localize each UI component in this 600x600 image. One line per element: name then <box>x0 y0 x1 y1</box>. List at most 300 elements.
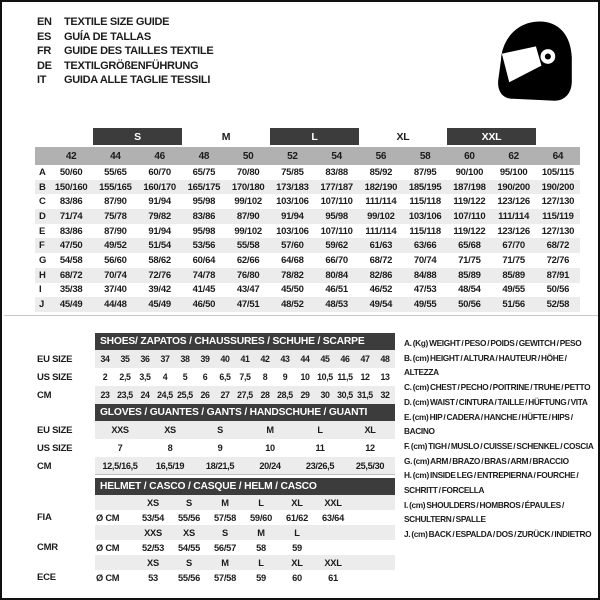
row-label: US SIZE <box>37 442 73 454</box>
size-value: 42 <box>260 354 270 364</box>
measurement-value: 51/56 <box>502 299 525 311</box>
measurement-value: 71/75 <box>458 254 481 266</box>
legend-item: F. (cm) TIGH / MUSLO / CUISSE / SCHENKEL / COSCIA <box>404 440 594 451</box>
helmet-size-value: 61 <box>328 572 338 583</box>
size-value: XXS <box>111 425 129 435</box>
language-code: EN <box>37 16 52 28</box>
size-number: 48 <box>198 150 210 162</box>
measurement-value: 50/60 <box>59 166 83 178</box>
size-number: 58 <box>419 150 431 162</box>
language-title: GUÍA DE TALLAS <box>64 30 151 43</box>
size-value: 4 <box>162 372 168 382</box>
language-title: GUIDE DES TAILLES TEXTILE <box>64 45 214 58</box>
measurement-value: 68/72 <box>369 254 393 266</box>
measurement-value: 62/66 <box>236 254 260 266</box>
helmet-value-row-fia <box>35 510 395 525</box>
measurement-value: 95/98 <box>192 225 216 237</box>
size-group-label: XL <box>396 130 410 143</box>
size-row <box>35 457 395 475</box>
size-value: 10,5 <box>317 372 333 382</box>
measurement-value: 103/106 <box>276 196 309 208</box>
helmet-value-row-ece <box>35 570 395 585</box>
measurement-value: 39/42 <box>148 284 171 296</box>
measurement-value: 107/110 <box>320 196 353 208</box>
measurement-value: 68/72 <box>59 269 83 281</box>
language-title: TEXTILE SIZE GUIDE <box>64 16 170 28</box>
size-value: 18/21,5 <box>205 461 235 471</box>
measurement-value: 48/53 <box>325 299 348 311</box>
value-band <box>95 540 395 555</box>
language-code: ES <box>37 30 52 43</box>
measurement-value: 70/74 <box>413 254 437 266</box>
legend-item: E. (cm) HIP / CADERA / HANCHE / HÜFTE / HIPS / BACINO <box>404 411 573 437</box>
measurement-value: 72/76 <box>546 254 570 266</box>
legend-item: A. (Kg) WEIGHT / PESO / POIDS / GEWITCH / PESO <box>404 338 582 348</box>
size-value: 30,5 <box>337 390 353 400</box>
language-code: DE <box>37 59 52 72</box>
measurement-value: 95/98 <box>325 210 348 222</box>
measurement-value: 55/58 <box>236 240 260 252</box>
helmet-size-label: L <box>294 527 300 538</box>
measurement-value: 103/106 <box>408 210 442 222</box>
row-letter: I <box>39 284 42 296</box>
size-value: 25,5 <box>177 390 193 400</box>
value-band <box>95 386 395 404</box>
measurement-value: 41/45 <box>192 284 216 296</box>
measurement-value: 68/72 <box>546 240 570 252</box>
measurement-value: 99/102 <box>234 225 262 237</box>
measurement-value: 70/74 <box>104 269 127 281</box>
measurement-value: 119/122 <box>453 196 486 208</box>
value-band <box>95 439 395 457</box>
helmet-size-label: M <box>221 497 229 508</box>
size-value: 36 <box>140 354 150 364</box>
language-title: TEXTILGRÖßENFÜHRUNG <box>64 59 199 72</box>
measurement-value: 75/78 <box>104 210 127 222</box>
row-letter: A <box>39 166 46 178</box>
helmet-size-value: 58 <box>256 542 266 553</box>
measurement-value: 72/76 <box>148 269 171 281</box>
standard-label: ECE <box>37 572 56 583</box>
helmet-size-label: XS <box>147 557 159 568</box>
helmet-size-value: 60 <box>292 572 302 583</box>
measurement-value: 58/62 <box>148 254 171 266</box>
gloves-table-title: GLOVES / GUANTES / GANTS / HANDSCHUHE / GUANTI <box>95 404 395 421</box>
measurement-value: 107/110 <box>320 225 353 237</box>
measurement-value: 115/118 <box>409 196 441 208</box>
size-number: 56 <box>375 150 387 162</box>
helmet-size-label-row <box>35 525 395 540</box>
measurement-value: 155/165 <box>99 181 132 193</box>
measurement-value: 87/90 <box>236 210 260 222</box>
helmet-size-value: 59 <box>256 572 266 583</box>
helmet-size-label: M <box>257 527 265 538</box>
shoes-size-table <box>35 333 395 404</box>
measurement-row-d <box>35 209 580 224</box>
value-band <box>95 510 395 525</box>
helmet-size-label: S <box>222 527 228 538</box>
measurement-row-f <box>35 238 580 253</box>
helmet-size-value: 54/55 <box>177 542 200 553</box>
measurement-value: 74/78 <box>192 269 216 281</box>
size-group-header-row <box>35 128 580 147</box>
size-value: 23,5 <box>117 390 133 400</box>
row-letter: C <box>39 196 46 208</box>
size-value: 6,5 <box>219 372 231 382</box>
size-value: 39 <box>200 354 210 364</box>
measurement-value: 67/70 <box>502 240 525 252</box>
measurement-value: 75/85 <box>281 166 304 178</box>
measurement-value: 82/86 <box>369 269 393 281</box>
size-number: 46 <box>154 150 165 162</box>
size-value: 28,5 <box>277 390 293 400</box>
measurement-value: 160/170 <box>143 181 176 193</box>
size-value: 48 <box>380 354 390 364</box>
size-group-label: XXL <box>447 128 536 145</box>
size-value: 12 <box>360 372 370 382</box>
helmet-size-label: XL <box>291 557 303 568</box>
size-number: 60 <box>464 150 475 162</box>
size-value: 11,5 <box>337 372 353 382</box>
textile-size-table <box>35 128 580 312</box>
measurement-value: 85/89 <box>502 269 525 281</box>
measurement-value: 63/66 <box>413 240 437 252</box>
helmet-size-value: 57/58 <box>213 572 236 583</box>
measurement-value: 170/180 <box>231 181 265 193</box>
measurement-row-a <box>35 165 580 180</box>
legend-item: D. (cm) WAIST / CINTURA / TAILLE / HÜFTUNG / VITA <box>404 396 588 407</box>
measurement-value: 87/91 <box>546 269 570 281</box>
size-value: 7 <box>117 443 123 453</box>
measurement-value: 37/40 <box>104 284 127 296</box>
measurement-value: 45/49 <box>148 299 171 311</box>
size-row <box>35 368 395 386</box>
measurement-value: 47/50 <box>59 240 83 252</box>
measurement-row-c <box>35 194 580 209</box>
language-row <box>37 30 213 45</box>
helmet-size-label: XXL <box>324 557 342 568</box>
measurement-value: 107/110 <box>453 210 486 222</box>
size-number: 42 <box>65 150 77 162</box>
measurement-value: 165/175 <box>187 181 221 193</box>
helmet-size-label: XS <box>147 497 159 508</box>
size-group-label: L <box>270 128 359 145</box>
measurement-legend <box>404 336 600 542</box>
row-letter: E <box>39 225 46 237</box>
helmet-size-label: L <box>258 557 264 568</box>
measurement-value: 187/198 <box>453 181 486 193</box>
size-value: 16,5/19 <box>155 461 185 471</box>
value-band <box>95 421 395 439</box>
row-label: EU SIZE <box>37 424 73 436</box>
measurement-value: 111/114 <box>365 196 397 208</box>
language-row <box>37 59 213 74</box>
value-band <box>95 368 395 386</box>
measurement-value: 91/94 <box>148 196 171 208</box>
helmet-size-label: L <box>258 497 264 508</box>
language-row <box>37 73 213 88</box>
language-row <box>37 15 213 30</box>
size-value: 25,5/30 <box>355 461 385 471</box>
measurement-value: 182/190 <box>364 181 398 193</box>
size-group-label: S <box>93 128 182 145</box>
language-title-list <box>37 15 213 88</box>
measurement-value: 85/89 <box>458 269 481 281</box>
size-value: 2,5 <box>119 372 131 382</box>
size-value: 37 <box>160 354 170 364</box>
measurement-value: 55/65 <box>104 166 127 178</box>
helmet-size-label-row <box>35 555 395 570</box>
measurement-value: 43/47 <box>236 284 260 296</box>
helmet-size-label: XXL <box>324 497 342 508</box>
helmet-value-row-cmr <box>35 540 395 555</box>
size-number: 62 <box>508 150 519 162</box>
size-value: 44 <box>300 354 310 364</box>
row-letter: B <box>39 181 46 193</box>
size-value: M <box>266 425 274 435</box>
racing-helmet-icon-svg <box>489 16 581 108</box>
language-code: FR <box>37 45 52 58</box>
racing-helmet-icon <box>489 16 581 108</box>
measurement-value: 50/56 <box>458 299 481 311</box>
size-value: 12,5/16,5 <box>102 461 138 471</box>
size-number: 44 <box>110 150 121 162</box>
measurement-value: 123/126 <box>497 196 530 208</box>
size-value: 23 <box>100 390 110 400</box>
measurement-value: 111/114 <box>365 225 397 237</box>
measurement-row-j <box>35 297 580 312</box>
measurement-value: 95/98 <box>192 196 216 208</box>
helmet-table-title: HELMET / CASCO / CASQUE / HELM / CASCO <box>95 478 395 495</box>
measurement-value: 103/106 <box>276 225 309 237</box>
size-group-label: M <box>221 130 231 143</box>
size-value: 35 <box>120 354 130 364</box>
size-value: 20/24 <box>259 461 281 471</box>
size-row <box>35 386 395 404</box>
measurement-row-h <box>35 268 580 283</box>
measurement-value: 127/130 <box>541 196 575 208</box>
measurement-value: 65/75 <box>192 166 216 178</box>
helmet-size-value: 57/58 <box>213 512 236 523</box>
row-label: CM <box>37 460 52 472</box>
size-value: 26 <box>200 390 210 400</box>
measurement-value: 66/70 <box>325 254 348 266</box>
helmet-size-value: 53 <box>148 572 158 583</box>
measurement-value: 48/54 <box>458 284 481 296</box>
measurement-value: 50/56 <box>546 284 570 296</box>
measurement-value: 185/195 <box>408 181 442 193</box>
size-row <box>35 439 395 457</box>
measurement-value: 61/63 <box>369 240 393 252</box>
standard-label: CMR <box>37 542 58 553</box>
size-label-band <box>95 495 395 510</box>
row-label: CM <box>37 389 52 401</box>
measurement-value: 91/94 <box>148 225 171 237</box>
language-row <box>37 44 213 59</box>
row-letter: J <box>39 299 45 311</box>
measurement-value: 56/60 <box>104 254 127 266</box>
helmet-size-value: 55/56 <box>177 512 200 523</box>
legend-item: G. (cm) ARM / BRAZO / BRAS / ARM / BRACCIO <box>404 455 569 466</box>
legend-item: B. (cm) HEIGHT / ALTURA / HAUTEUR / HÖHE / ALTEZZA <box>404 352 567 378</box>
size-value: 13 <box>380 372 390 382</box>
measurement-value: 44/48 <box>104 299 127 311</box>
size-value: 24,5 <box>157 390 173 400</box>
size-value: 8 <box>262 372 268 382</box>
size-value: 27,5 <box>237 390 253 400</box>
measurement-value: 87/95 <box>413 166 437 178</box>
standard-label: FIA <box>37 512 52 523</box>
size-value: 47 <box>360 354 370 364</box>
helmet-size-value: 53/54 <box>141 512 164 523</box>
size-value: 41 <box>240 354 250 364</box>
measurement-value: 60/70 <box>148 166 171 178</box>
measurement-value: 49/54 <box>369 299 393 311</box>
measurement-row-e <box>35 224 580 239</box>
measurement-row-i <box>35 283 580 298</box>
helmet-size-label: M <box>221 557 229 568</box>
measurement-value: 99/102 <box>367 210 395 222</box>
size-value: 10 <box>300 372 310 382</box>
helmet-size-value: 55/56 <box>177 572 200 583</box>
size-value: 2 <box>102 372 108 382</box>
size-number: 52 <box>287 150 298 162</box>
measurement-value: 46/51 <box>325 284 348 296</box>
language-code: IT <box>37 74 47 87</box>
value-band <box>95 570 395 585</box>
measurement-row-b <box>35 180 580 195</box>
size-value: 29 <box>300 390 310 400</box>
size-value: 40 <box>220 354 230 364</box>
size-value: 38 <box>180 354 190 364</box>
size-value: 46 <box>340 354 350 364</box>
measurement-value: 95/100 <box>499 166 528 178</box>
size-value: L <box>317 425 323 435</box>
gloves-size-table <box>35 404 395 475</box>
row-label: US SIZE <box>37 371 73 383</box>
size-value: 28 <box>260 390 270 400</box>
measurement-row-g <box>35 253 580 268</box>
measurement-value: 71/75 <box>502 254 525 266</box>
helmet-size-label: S <box>186 497 192 508</box>
legend-item: C. (cm) CHEST / PECHO / POITRINE / TRUHE / PETTO <box>404 382 591 393</box>
size-value: XS <box>164 425 176 435</box>
measurement-value: 53/56 <box>192 240 216 252</box>
row-letter: F <box>39 240 45 252</box>
helmet-size-label: XXS <box>144 527 162 538</box>
size-value: 23/26,5 <box>305 461 335 471</box>
size-value: 3,5 <box>139 372 151 382</box>
size-value: 45 <box>320 354 330 364</box>
size-value: 7,5 <box>239 372 251 382</box>
size-number: 50 <box>242 150 254 162</box>
measurement-value: 83/86 <box>59 225 83 237</box>
measurement-value: 111/114 <box>498 210 530 222</box>
size-label-band <box>95 555 395 570</box>
size-number: 54 <box>331 150 342 162</box>
measurement-value: 173/183 <box>276 181 309 193</box>
measurement-value: 84/88 <box>413 269 437 281</box>
measurement-value: 115/119 <box>542 210 574 222</box>
measurement-value: 47/53 <box>413 284 437 296</box>
helmet-size-value: 59/60 <box>249 512 272 523</box>
row-letter: D <box>39 210 46 222</box>
helmet-size-value: 56/57 <box>213 542 236 553</box>
measurement-value: 65/68 <box>458 240 481 252</box>
size-label-band <box>95 525 395 540</box>
measurement-value: 190/200 <box>497 181 530 193</box>
measurement-value: 85/92 <box>369 166 393 178</box>
size-value: XL <box>364 425 376 435</box>
measurement-value: 83/86 <box>192 210 216 222</box>
size-row <box>35 421 395 439</box>
measurement-value: 48/52 <box>281 299 304 311</box>
size-number: 64 <box>552 150 564 162</box>
row-letter: G <box>39 254 47 266</box>
measurement-value: 83/88 <box>325 166 348 178</box>
measurement-value: 90/100 <box>455 166 484 178</box>
diameter-unit-label: Ø CM <box>96 512 120 523</box>
measurement-value: 87/90 <box>104 196 127 208</box>
helmet-size-value: 52/53 <box>141 542 164 553</box>
size-value: 24 <box>140 390 150 400</box>
measurement-value: 60/64 <box>192 254 216 266</box>
size-value: 31,5 <box>357 390 373 400</box>
size-value: 32 <box>380 390 390 400</box>
size-row <box>35 350 395 368</box>
helmet-size-value: 59 <box>292 542 302 553</box>
size-value: S <box>217 425 223 435</box>
measurement-value: 115/118 <box>409 225 441 237</box>
measurement-value: 190/200 <box>541 181 575 193</box>
measurement-value: 123/126 <box>497 225 530 237</box>
size-value: 11 <box>315 443 325 453</box>
size-value: 6 <box>202 372 208 382</box>
row-label: EU SIZE <box>37 353 73 365</box>
helmet-size-table <box>35 478 395 585</box>
measurement-value: 119/122 <box>453 225 486 237</box>
measurement-value: 57/60 <box>281 240 304 252</box>
gloves-helmet-divider <box>95 474 395 475</box>
diameter-unit-label: Ø CM <box>96 542 120 553</box>
legend-item: H. (cm) INSIDE LEG / ENTREPIERNA / FOURCHE / SCHRITT / FORCELLA <box>404 470 579 496</box>
size-value: 10 <box>265 443 275 453</box>
measurement-value: 52/58 <box>546 299 570 311</box>
value-band <box>95 350 395 368</box>
measurement-value: 150/160 <box>54 181 88 193</box>
measurement-value: 64/68 <box>281 254 304 266</box>
measurement-value: 79/82 <box>148 210 171 222</box>
measurement-value: 47/51 <box>236 299 260 311</box>
measurement-value: 78/82 <box>281 269 304 281</box>
size-number-row <box>35 147 580 165</box>
measurement-value: 54/58 <box>59 254 83 266</box>
size-value: 12 <box>365 443 375 453</box>
measurement-value: 51/54 <box>148 240 171 252</box>
measurement-value: 80/84 <box>325 269 348 281</box>
measurement-value: 70/80 <box>236 166 260 178</box>
helmet-size-value: 63/64 <box>321 512 344 523</box>
size-value: 5 <box>182 372 188 382</box>
row-letter: H <box>39 269 46 281</box>
measurement-value: 46/50 <box>192 299 216 311</box>
measurement-value: 71/74 <box>59 210 83 222</box>
measurement-value: 127/130 <box>541 225 575 237</box>
legend-item: J. (cm) BACK / ESPALDA / DOS / ZURÜCK / INDIETRO <box>404 529 592 540</box>
shoes-table-title: SHOES/ ZAPATOS / CHAUSSURES / SCHUHE / SCARPE <box>95 333 395 350</box>
measurement-value: 45/50 <box>281 284 304 296</box>
measurement-value: 45/49 <box>59 299 83 311</box>
